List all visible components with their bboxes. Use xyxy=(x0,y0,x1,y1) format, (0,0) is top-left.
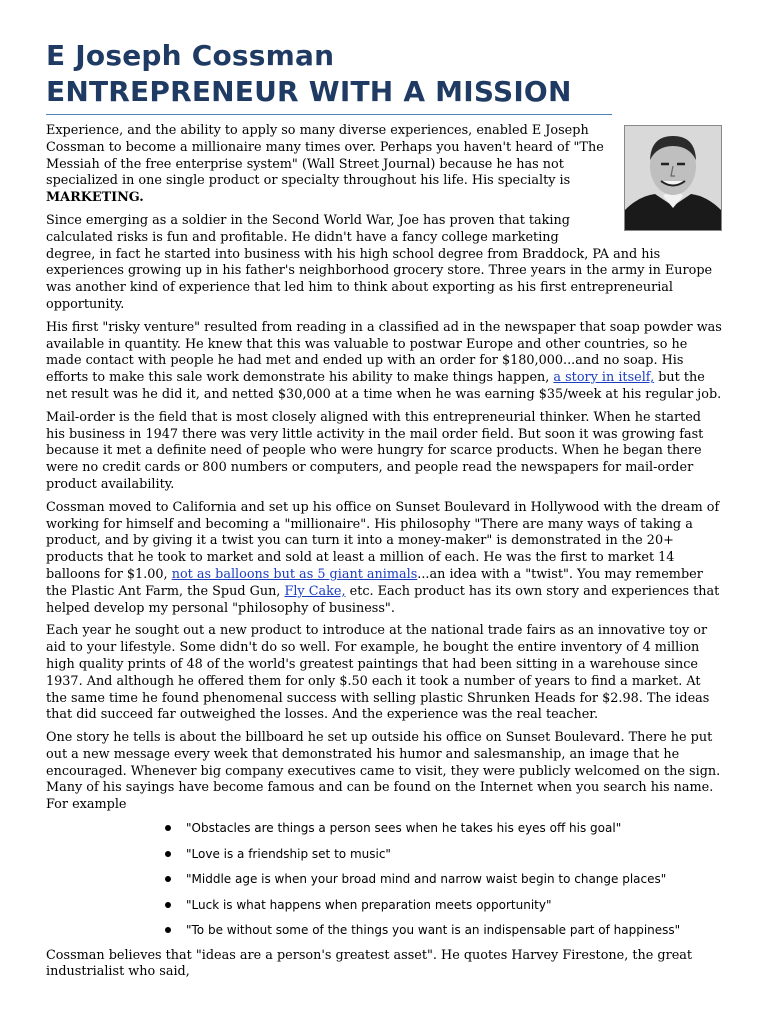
giant-animals-link[interactable]: not as balloons but as 5 giant animals xyxy=(171,566,418,582)
paragraph-mail-order: Mail-order is the field that is most closely aligned with this entrepreneurial thinker. When he started his business in 1947 there was very little activity in the mail order field. But soon it was growing fast because it met a definite need of people who were hungry for scarce products. When he began there were no credit cards or 800 numbers or computers, and people read the newspapers for mail-order product availability. xyxy=(46,409,704,492)
portrait-photo xyxy=(624,125,722,231)
title-subtitle: ENTREPRENEUR WITH A MISSION xyxy=(46,75,572,108)
list-item: "Love is a friendship set to music" xyxy=(186,846,722,862)
paragraph-california: Cossman moved to California and set up his office on Sunset Boulevard in Hollywood with the dream of working for himself and becoming a "millionaire". His philosophy "There are many ways of taking a product, and by giving it a twist you can turn it into a money-maker" is demonstrated in the 20+ products that he took to market and sold at least a million of each. He was the first to market 14 balloons for $1.00, not as balloons but as 5 giant animals...an idea with a "twist". You may remember the Plastic Ant Farm, the Spud Gun, Fly Cake, etc. Each product has its own story and experiences that helped develop my personal "philosophy of business". xyxy=(46,499,720,616)
paragraph-ideas: Cossman believes that "ideas are a person's greatest asset". He quotes Harvey Firestone, the great industrialist who said, xyxy=(46,947,693,980)
paragraph-risky-venture: His first "risky venture" resulted from reading in a classified ad in the newspaper that soap powder was available in quantity. He knew that this was valuable to postwar Europe and other countries, so he made contact with people he had met and ended up with an order for $180,000...and no soap. His efforts to make this sale work demonstrate his ability to make things happen, a story in itself, but the net result was he did it, and netted $30,000 at a time when he was earning $35/week at his regular job. xyxy=(46,319,722,402)
paragraph-billboard: One story he tells is about the billboard he set up outside his office on Sunset Boulevard. There he put out a new message every week that demonstrated his humor and salesmanship, an image that he encouraged. Whenever big company executives came to visit, they were publicly welcomed on the sign. Many of his sayings have become famous and can be found on the Internet when you search his name. For example xyxy=(46,730,721,813)
fly-cake-link[interactable]: Fly Cake, xyxy=(284,583,346,599)
document-page xyxy=(46,38,722,987)
quotes-list xyxy=(46,820,722,938)
paragraph-wwii: Since emerging as a soldier in the Second World War, Joe has proven that taking calculated risks is fun and profitable. He didn't have a fancy college marketing degree, in fact he started into business with his high school degree from Braddock, PA and his experiences growing up in his father's neighborhood grocery store. Three years in the army in Europe was another kind of experience that led him to think about exporting as his first entrepreneurial opportunity. xyxy=(46,212,713,312)
title-divider xyxy=(46,114,612,115)
list-item: "Luck is what happens when preparation meets opportunity" xyxy=(186,897,722,913)
list-item: "Middle age is when your broad mind and narrow waist begin to change places" xyxy=(186,871,722,887)
paragraph-trade-fairs: Each year he sought out a new product to introduce at the national trade fairs as an innovative toy or aid to your lifestyle. Some didn't do so well. For example, he bought the entire inventory of 4 million high quality prints of 48 of the world's greatest paintings that had been sitting in a warehouse since 1937. And although he offered them for only $.50 each it took a number of years to find a market. At the same time he found phenomenal success with selling plastic Shrunken Heads for $2.98. The ideas that did succeed far outweighed the losses. And the experience was the real teacher. xyxy=(46,623,710,723)
list-item: "Obstacles are things a person sees when he takes his eyes off his goal" xyxy=(186,820,722,836)
article-body xyxy=(46,123,722,981)
list-item: "To be without some of the things you want is an indispensable part of happiness" xyxy=(186,922,722,938)
title-name: E Joseph Cossman xyxy=(46,39,335,72)
specialty-marketing: MARKETING. xyxy=(46,190,144,206)
story-in-itself-link[interactable]: a story in itself, xyxy=(553,370,655,386)
paragraph-intro: Experience, and the ability to apply so many diverse experiences, enabled E Joseph Cossman to become a millionaire many times over. Perhaps you haven't heard of "The Messiah of the free enterprise system" (Wall Street Journal) because he has not specialized in one single product or specialty throughout his life. His specialty is MARKETING. xyxy=(46,123,604,206)
portrait-photo-icon xyxy=(625,126,721,230)
page-title xyxy=(46,38,722,110)
